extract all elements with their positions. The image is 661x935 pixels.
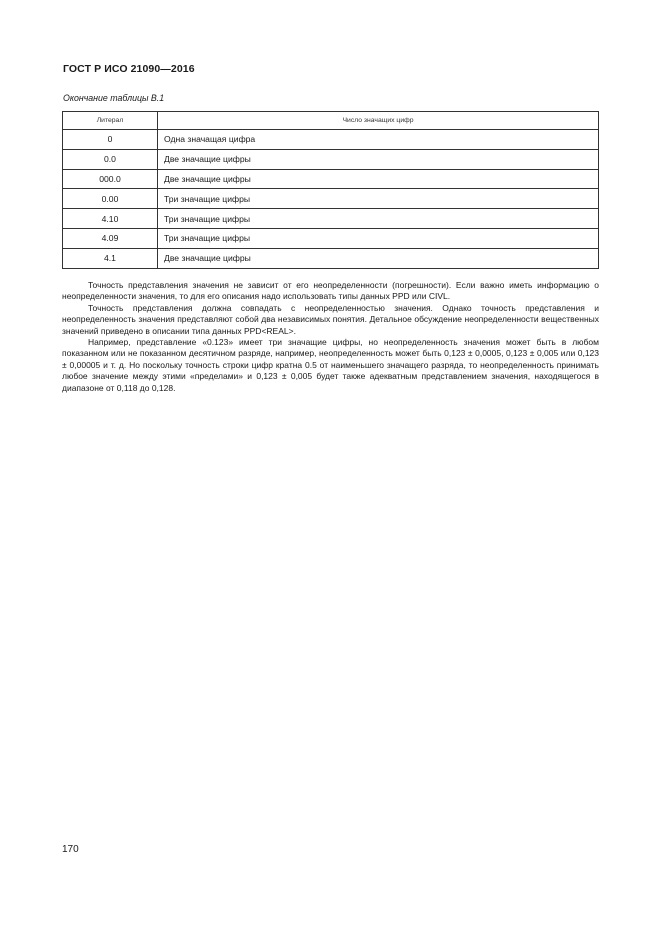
table-header-row — [63, 112, 599, 130]
table-row — [63, 228, 599, 248]
literal-cell: 4.09 — [63, 228, 158, 248]
digits-cell: Три значащие цифры — [158, 228, 599, 248]
column-header-literal: Литерал — [63, 112, 158, 130]
digits-cell: Три значащие цифры — [158, 189, 599, 209]
body-text — [62, 280, 599, 394]
digits-cell: Три значащие цифры — [158, 209, 599, 229]
significant-digits-table — [62, 111, 599, 269]
page-number: 170 — [62, 844, 79, 855]
table-row — [63, 209, 599, 229]
literal-cell: 0 — [63, 130, 158, 150]
paragraph: Точность представления должна совпадать с неопределенностью значения. Однако точность представления и неопределенность значения представляют собой два независимых понятия. Детальное обсуждение неопределенности вещественных значений приведено в описании типа данных PPD<REAL>. — [62, 302, 599, 336]
literal-cell: 4.1 — [63, 248, 158, 268]
column-header-digits: Число значащих цифр — [158, 112, 599, 130]
literal-cell: 000.0 — [63, 169, 158, 189]
paragraph: Например, представление «0.123» имеет три значащие цифры, но неопределенность значения может быть в любом показанном или не показанном десятичном разряде, например, неопределенность может быть 0,123 ± 0,0005, 0,123 ± 0,005 или 0,123 ± 0,00005 и т. д. Но поскольку точность строки цифр кратна 0.5 от наименьшего значащего разряда, то неопределенность принимать любое значение между этими «пределами» и 0,123 ± 0,005 будет также адекватным представлением значения, находящегося в диапазоне от 0,118 до 0,128. — [62, 337, 599, 393]
table-row — [63, 169, 599, 189]
table-row — [63, 248, 599, 268]
digits-cell: Две значащие цифры — [158, 248, 599, 268]
document-header: ГОСТ Р ИСО 21090—2016 — [63, 63, 195, 75]
table-caption: Окончание таблицы B.1 — [63, 93, 165, 103]
table-row — [63, 189, 599, 209]
table-row — [63, 149, 599, 169]
digits-cell: Две значащие цифры — [158, 149, 599, 169]
literal-cell: 0.00 — [63, 189, 158, 209]
literal-cell: 0.0 — [63, 149, 158, 169]
paragraph: Точность представления значения не зависит от его неопределенности (погрешности). Если важно иметь информацию о неопределенности значения, то для его описания надо использовать типы данных PPD или CIVL. — [62, 280, 599, 302]
literal-cell: 4.10 — [63, 209, 158, 229]
digits-cell: Одна значащая цифра — [158, 130, 599, 150]
digits-cell: Две значащие цифры — [158, 169, 599, 189]
table-row — [63, 130, 599, 150]
